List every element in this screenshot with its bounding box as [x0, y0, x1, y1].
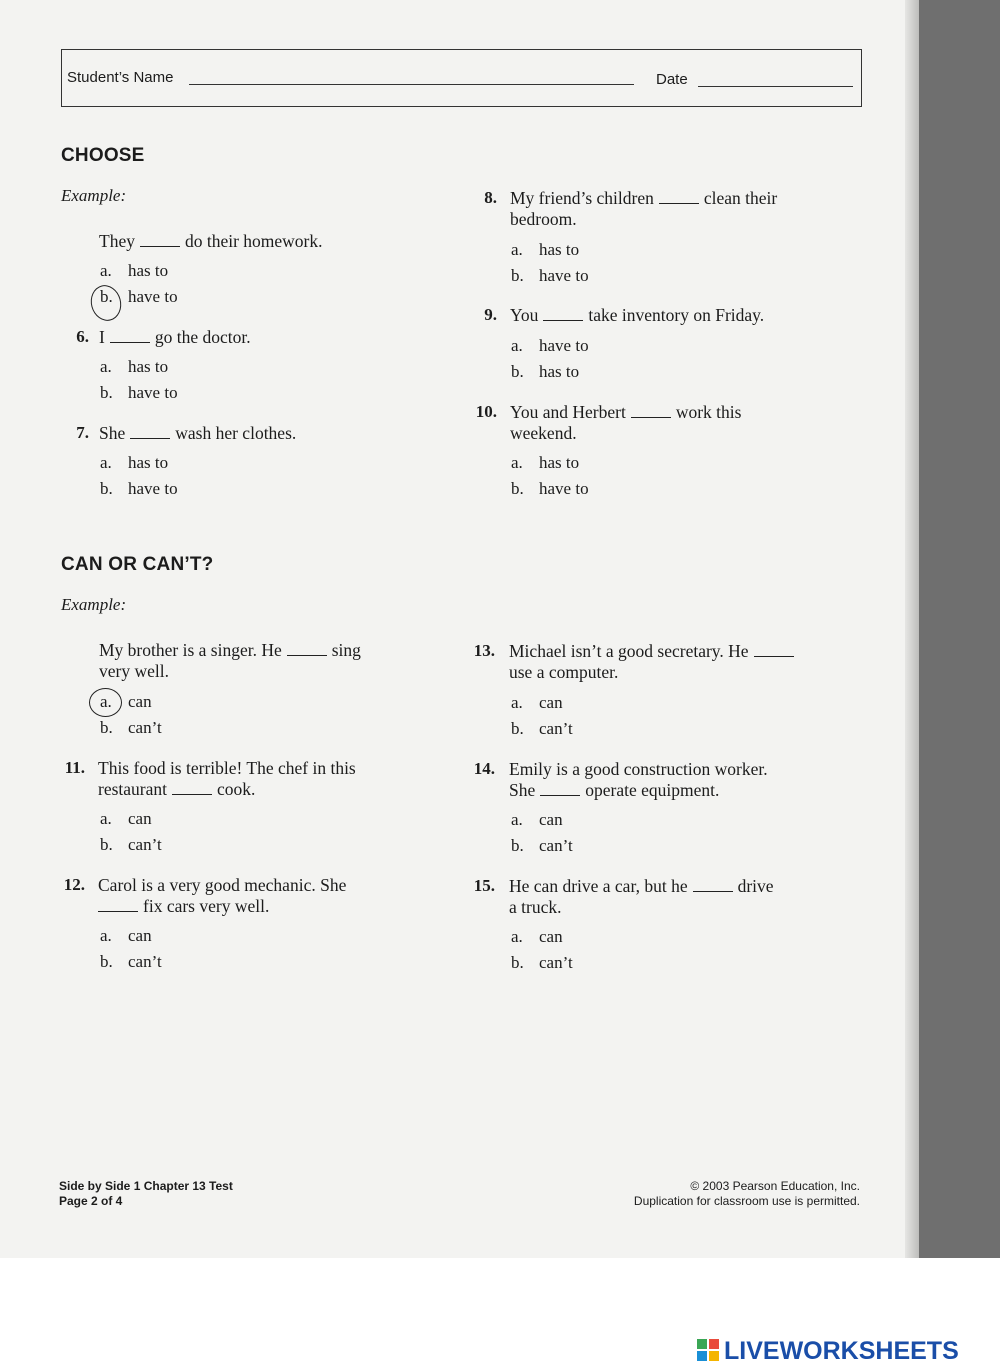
question-8-option-a[interactable]: a. has to: [511, 240, 580, 259]
question-number: 10.: [475, 402, 497, 421]
question-number: 11.: [64, 758, 85, 777]
student-name-label: Student’s Name: [67, 69, 174, 86]
question-9-option-b[interactable]: b. has to: [511, 362, 580, 381]
page-edge-shadow: [905, 0, 919, 1372]
choose-example-option-a: a. has to: [100, 261, 169, 280]
question-14-option-a[interactable]: a. can: [511, 810, 563, 829]
question-6-text: I go the doctor.: [99, 327, 251, 347]
question-11-option-a[interactable]: a. can: [100, 809, 152, 828]
question-number: 14.: [473, 759, 495, 778]
question-number: 8.: [484, 188, 497, 207]
question-15-option-a[interactable]: a. can: [511, 927, 563, 946]
answer-circle-mark: [89, 688, 122, 717]
student-name-field[interactable]: [189, 84, 634, 85]
can-example-option-b: b. can’t: [100, 718, 162, 737]
question-7-option-a[interactable]: a. has to: [100, 453, 169, 472]
question-number: 13.: [473, 641, 495, 660]
question-13-option-a[interactable]: a. can: [511, 693, 563, 712]
section-title-can-or-cant: CAN OR CAN’T?: [61, 554, 214, 575]
question-11-text: This food is terrible! The chef in this restaurant cook.: [98, 758, 356, 799]
question-12-option-b[interactable]: b. can’t: [100, 952, 162, 971]
question-15-text: He can drive a car, but he drive a truck.: [509, 876, 774, 917]
liveworksheets-logo-icon: [697, 1339, 719, 1361]
date-label: Date: [656, 71, 688, 88]
question-15-option-b[interactable]: b. can’t: [511, 953, 573, 972]
question-13-text: Michael isn’t a good secretary. He use a computer.: [509, 641, 799, 683]
footer-right: © 2003 Pearson Education, Inc. Duplication for classroom use is permitted.: [633, 1179, 860, 1208]
date-field[interactable]: [698, 86, 853, 87]
question-6-option-b[interactable]: b. have to: [100, 383, 178, 402]
question-11-option-b[interactable]: b. can’t: [100, 835, 162, 854]
question-6-option-a[interactable]: a. has to: [100, 357, 169, 376]
question-14-text: Emily is a good construction worker. She operate equipment.: [509, 759, 768, 800]
example-label: Example:: [61, 186, 127, 205]
question-14-option-b[interactable]: b. can’t: [511, 836, 573, 855]
student-info-box: [61, 49, 862, 107]
can-example-question: My brother is a singer. He sing very well.: [99, 640, 361, 681]
choose-example-question: They do their homework.: [99, 231, 323, 251]
footer-left: Side by Side 1 Chapter 13 Test Page 2 of 4: [59, 1179, 233, 1208]
question-number: 7.: [76, 423, 89, 442]
section-title-choose: CHOOSE: [61, 145, 145, 166]
question-number: 12.: [63, 875, 85, 894]
question-8-text: My friend’s children clean their bedroom.: [510, 188, 778, 229]
question-9-option-a[interactable]: a. have to: [511, 336, 589, 355]
choose-example-option-b: b. have to: [100, 287, 178, 306]
question-10-option-a[interactable]: a. has to: [511, 453, 580, 472]
can-example-option-a: a. can: [100, 692, 152, 711]
liveworksheets-logo-text: LIVEWORKSHEETS: [724, 1337, 959, 1365]
question-9-text: You take inventory on Friday.: [510, 305, 765, 325]
question-number: 15.: [473, 876, 495, 895]
question-8-option-b[interactable]: b. have to: [511, 266, 589, 285]
question-number: 9.: [484, 305, 497, 324]
question-7-option-b[interactable]: b. have to: [100, 479, 178, 498]
question-10-text: You and Herbert work this weekend.: [510, 402, 742, 443]
question-12-text: Carol is a very good mechanic. She fix cars very well.: [98, 875, 347, 916]
question-number: 6.: [76, 327, 89, 346]
question-12-option-a[interactable]: a. can: [100, 926, 152, 945]
question-10-option-b[interactable]: b. have to: [511, 479, 589, 498]
question-7-text: She wash her clothes.: [99, 423, 297, 443]
question-13-option-b[interactable]: b. can’t: [511, 719, 573, 738]
example-label: Example:: [61, 595, 127, 614]
